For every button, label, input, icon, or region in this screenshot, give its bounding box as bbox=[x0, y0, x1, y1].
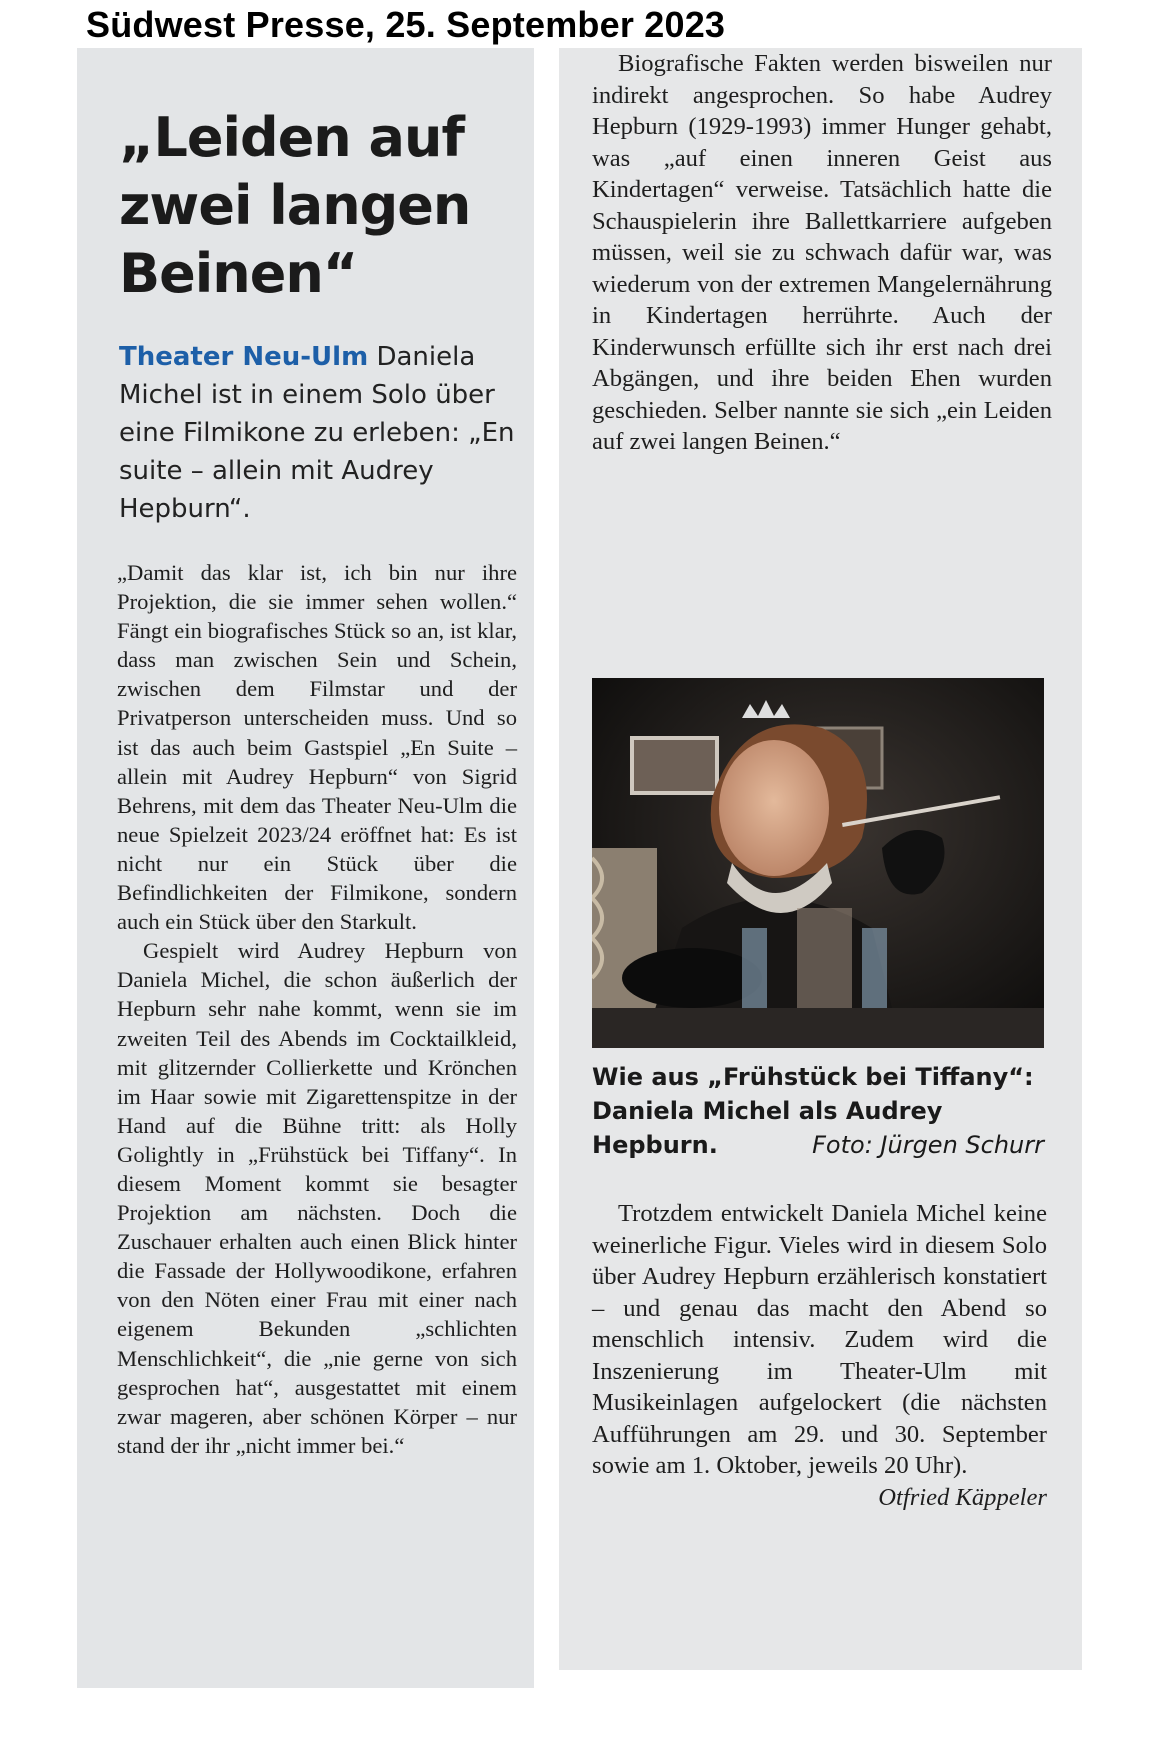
right-body-top bbox=[592, 48, 1052, 458]
paragraph-4 bbox=[592, 1198, 1047, 1511]
caption-text: Wie aus „Frühstück bei Tiffany“: Daniela Michel als Audrey Hepburn. bbox=[592, 1063, 1034, 1159]
headline: „Leiden auf zwei langen Beinen“ bbox=[119, 106, 471, 305]
paragraph-1: „Damit das klar ist, ich bin nur ihre Projektion, die sie immer sehen wollen.“ Fängt ein biografisches Stück so an, ist klar, dass man zwischen Sein und Schein, zwischen dem Filmstar und der Privatperson unterscheiden muss. Und so ist das auch beim Gastspiel „En Suite – allein mit Audrey Hepburn“ von Sigrid Behrens, mit dem das Theater Neu-Ulm die neue Spielzeit 2023/24 eröffnet hat: Es ist nicht nur ein Stück über die Befindlichkeiten der Filmikone, sondern auch ein Stück über den Starkult. bbox=[117, 560, 517, 935]
source-title: Südwest Presse, 25. September 2023 bbox=[86, 4, 726, 45]
teaser-kicker: Theater Neu-Ulm bbox=[119, 342, 369, 372]
right-column bbox=[559, 48, 1082, 1670]
left-body bbox=[117, 558, 517, 1460]
photo-credit: Foto: Jürgen Schurr bbox=[812, 1131, 1044, 1159]
left-column bbox=[77, 48, 534, 1688]
paragraph-2: Gespielt wird Audrey Hepburn von Daniela Michel, die schon äußerlich der Hepburn sehr nahe kommt, wenn sie im zweiten Teil des Abends im Cocktailkleid, mit glitzernder Collierkette und Krönchen im Haar sowie mit Zigarettenspitze in der Hand auf die Bühne tritt: als Holly Golightly in „Frühstück bei Tiffany“. In diesem Moment kommt sie besagter Projektion am nächsten. Doch die Zuschauer erhalten auch einen Blick hinter die Fassade der Hollywoodikone, erfahren von den Nöten einer Frau mit einer nach eigenem Bekunden „schlichten Menschlichkeit“, die „nie gerne von sich gesprochen hat“, ausgestattet mit einem zwar mageren, aber schönen Körper – nur stand der ihr „nicht immer bei.“ bbox=[117, 938, 517, 1458]
teaser-text: Daniela Michel ist in einem Solo über eine Filmikone zu erleben: „En suite – allein mit Audrey Hepburn“. bbox=[119, 342, 515, 524]
article-photo bbox=[592, 678, 1044, 1048]
author-name: Otfried Käppeler bbox=[878, 1483, 1047, 1511]
teaser bbox=[119, 338, 519, 528]
paragraph-3: Biografische Fakten werden bisweilen nur indirekt angesprochen. So habe Audrey Hepburn (1929-1993) immer Hunger gehabt, was „auf einen inneren Geist aus Kindertagen“ verweise. Tatsächlich hatte die Schauspielerin ihre Ballettkarriere aufgeben müssen, weil sie zu schwach dafür war, was wiederum von der extremen Mangelernährung in Kindertagen herrührte. Auch der Kinderwunsch erfüllte sich ihr erst nach drei Abgängen, und ihre beiden Ehen wurden geschieden. Selber nannte sie sich „ein Leiden auf zwei langen Beinen.“ bbox=[592, 50, 1052, 455]
photo-illustration bbox=[592, 678, 1044, 1048]
paragraph-4-text: Trotzdem entwickelt Daniela Michel keine weinerliche Figur. Vieles wird in diesem Solo über Audrey Hepburn erzählerisch konstatiert – und genau das macht den Abend so menschlich intensiv. Zudem wird die Inszenierung im Theater-Ulm mit Musikeinlagen aufgelockert (die nächsten Aufführungen am 29. und 30. September sowie am 1. Oktober, jeweils 20 Uhr). bbox=[592, 1200, 1047, 1479]
photo-caption bbox=[592, 1060, 1044, 1162]
right-body-bottom bbox=[592, 1198, 1047, 1513]
